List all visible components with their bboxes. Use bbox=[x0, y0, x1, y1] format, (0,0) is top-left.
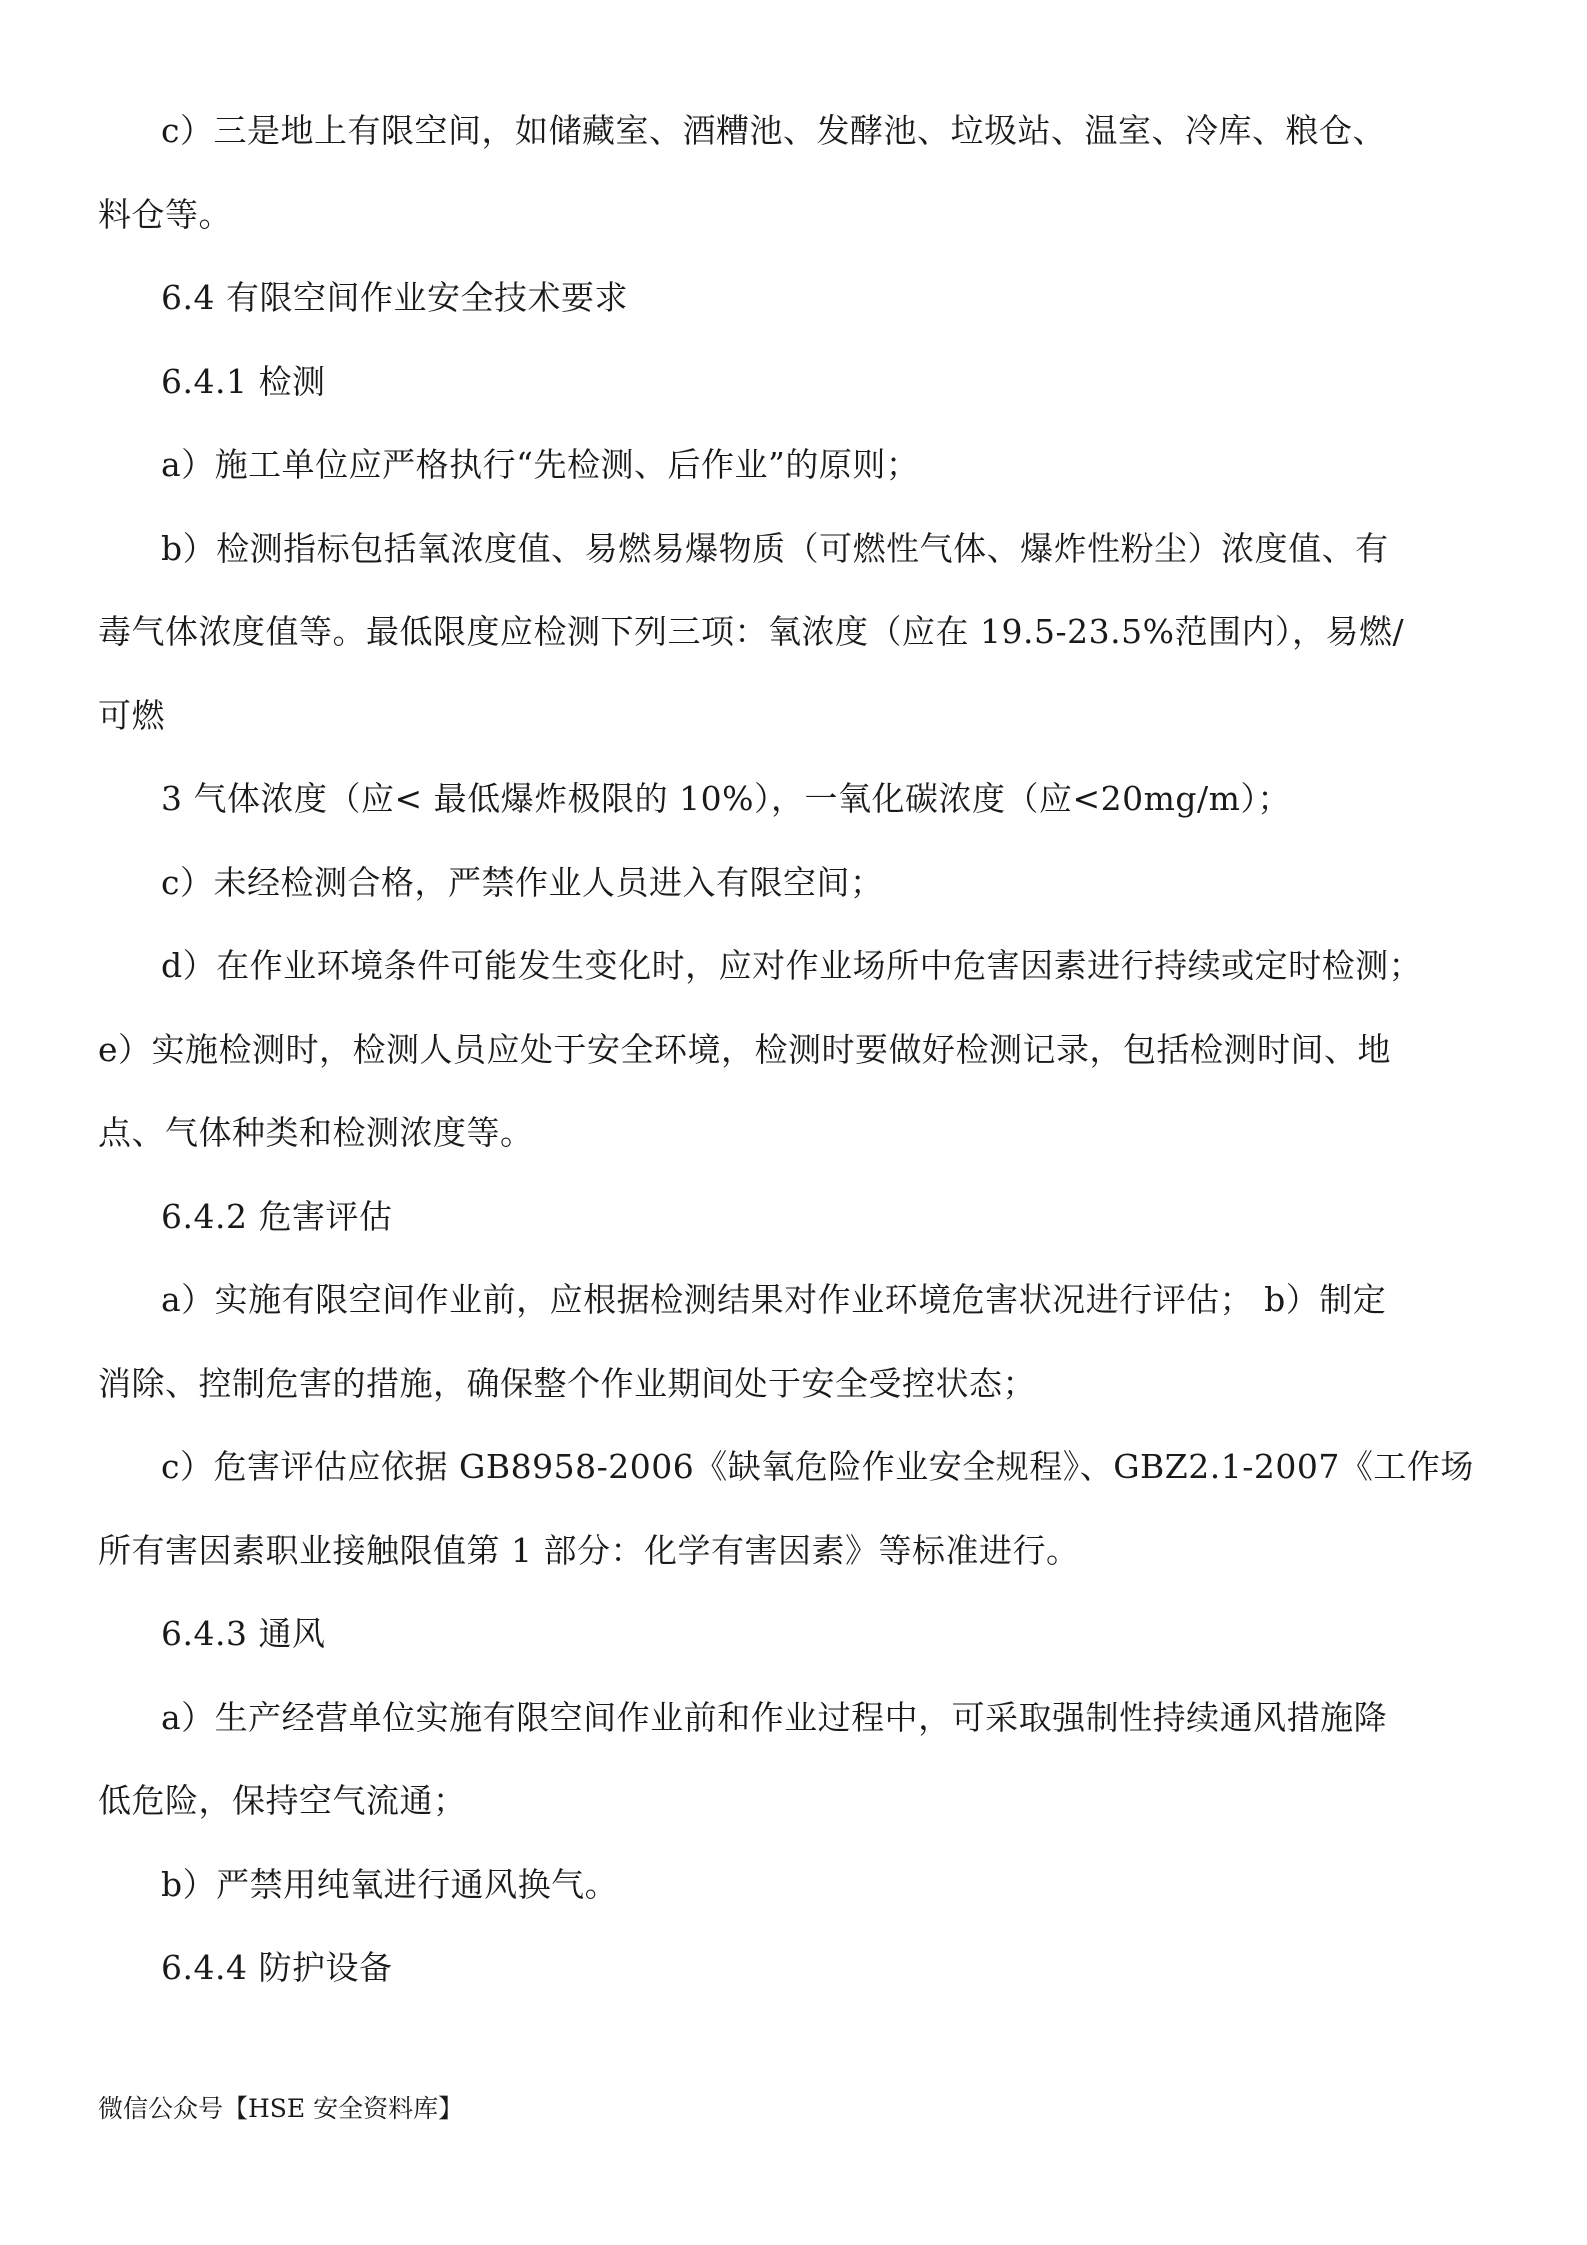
text-line: 3 气体浓度（应< 最低爆炸极限的 10%），一氧化碳浓度（应<20mg/m）； bbox=[161, 779, 1291, 818]
section-heading: 6.4.3 通风 bbox=[161, 1614, 326, 1653]
document-body bbox=[98, 110, 1500, 2031]
text-line: 所有害因素职业接触限值第 1 部分：化学有害因素》等标准进行。 bbox=[98, 1530, 1080, 1570]
text-line: c）危害评估应依据 GB8958-2006《缺氧危险作业安全规程》、GBZ2.1-2007《工作场 bbox=[161, 1447, 1474, 1486]
section-heading: 6.4.4 防护设备 bbox=[161, 1948, 393, 1987]
text-line: a）生产经营单位实施有限空间作业前和作业过程中，可采取强制性持续通风措施降 bbox=[161, 1697, 1388, 1737]
text-line: 料仓等。 bbox=[98, 194, 232, 234]
text-line: 消除、控制危害的措施，确保整个作业期间处于安全受控状态； bbox=[98, 1363, 1036, 1403]
text-line: 毒气体浓度值等。最低限度应检测下列三项：氧浓度（应在 19.5-23.5%范围内），易燃/ bbox=[98, 612, 1405, 651]
text-line: a）施工单位应严格执行“先检测、后作业”的原则； bbox=[161, 445, 920, 484]
text-line: 点、气体种类和检测浓度等。 bbox=[98, 1113, 534, 1152]
footer-source: 微信公众号【HSE 安全资料库】 bbox=[98, 2094, 464, 2123]
text-line: a）实施有限空间作业前，应根据检测结果对作业环境危害状况进行评估； b）制定 bbox=[161, 1280, 1387, 1319]
text-line: 低危险，保持空气流通； bbox=[98, 1781, 467, 1820]
text-line: e）实施检测时，检测人员应处于安全环境，检测时要做好检测记录，包括检测时间、地 bbox=[98, 1029, 1392, 1069]
section-heading: 6.4.2 危害评估 bbox=[161, 1196, 393, 1236]
text-line: b）严禁用纯氧进行通风换气。 bbox=[161, 1864, 619, 1904]
text-line: b）检测指标包括氧浓度值、易燃易爆物质（可燃性气体、爆炸性粉尘）浓度值、有 bbox=[161, 528, 1389, 568]
text-line: 可燃 bbox=[98, 695, 165, 735]
section-heading: 6.4.1 检测 bbox=[161, 361, 326, 401]
section-heading: 6.4 有限空间作业安全技术要求 bbox=[161, 278, 628, 317]
text-line: d）在作业环境条件可能发生变化时，应对作业场所中危害因素进行持续或定时检测； bbox=[161, 946, 1423, 985]
text-line: c）三是地上有限空间，如储藏室、酒糟池、发酵池、垃圾站、温室、冷库、粮仓、 bbox=[161, 111, 1386, 150]
text-line: c）未经检测合格，严禁作业人员进入有限空间； bbox=[161, 862, 884, 902]
